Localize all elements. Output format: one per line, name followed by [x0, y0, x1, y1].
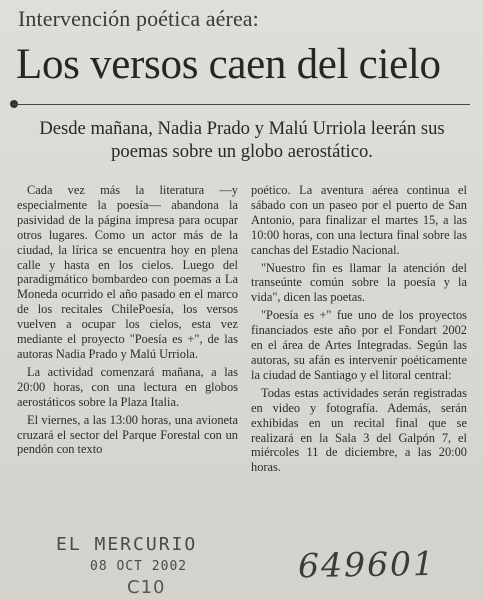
paragraph: Cada vez más la literatura —y especialmente la poesía— abandona la pasividad de la página impresa para ocupar otros lugares. Como un actor más de la ciudad, la lírica se encuentra hoy en plena calle y hasta en los cielos. Luego del paradigmático bombardeo con poemas a La Moneda ocurrido el año pasado en el marco de los recitales ChilePoesía, los versos vuelven a ocupar los cielos, esta vez mediante el proyecto "Poesía es +", de las autoras Nadia Prado y Malú Urriola.: [17, 183, 238, 361]
paragraph: "Poesía es +" fue uno de los proyectos financiados este año por el Fondart 2002 en el área de Artes Integradas. Según las autoras, su afán es intervenir poéticamente la ciudad de Santiago y el litoral central:: [251, 308, 467, 382]
stamp-code: C10: [127, 577, 166, 598]
article-column-left: [17, 183, 238, 460]
stamp-date: 08 OCT 2002: [90, 559, 188, 574]
stamp-newspaper-name: EL MERCURIO: [56, 534, 198, 555]
archive-stamp: [56, 534, 198, 574]
article-kicker: Intervención poética aérea:: [18, 6, 259, 31]
paragraph: Todas estas actividades serán registradas en video y fotografía. Además, serán exhibidas en un recital final que se realizará en la Sala 3 del Galpón 7, el miércoles 11 de diciembre, a las 20:00 horas.: [251, 385, 467, 475]
handwritten-number: 649601: [297, 543, 437, 586]
paragraph: La actividad comenzará mañana, a las 20:00 horas, con una lectura en globos aerostáticos sobre la Plaza Italia.: [17, 364, 238, 409]
article-headline: Los versos caen del cielo: [16, 41, 441, 88]
paragraph: poético. La aventura aérea continua el sábado con un paseo por el puerto de San Antonio, para finalizar el martes 15, a las 10:00 horas, con una lectura final sobre las canchas del Estadio Nacional.: [251, 183, 467, 257]
paragraph: "Nuestro fin es llamar la atención del transeúnte común sobre la poesía y la vida", dicen las poetas.: [251, 260, 467, 305]
article-deck: Desde mañana, Nadia Prado y Malú Urriola leerán sus poemas sobre un globo aerostático.: [39, 118, 445, 162]
article-column-right: [251, 183, 467, 478]
divider-rule: [12, 104, 470, 105]
paragraph: El viernes, a las 13:00 horas, una avioneta cruzará el sector del Parque Forestal con un pendón con texto: [17, 412, 238, 457]
